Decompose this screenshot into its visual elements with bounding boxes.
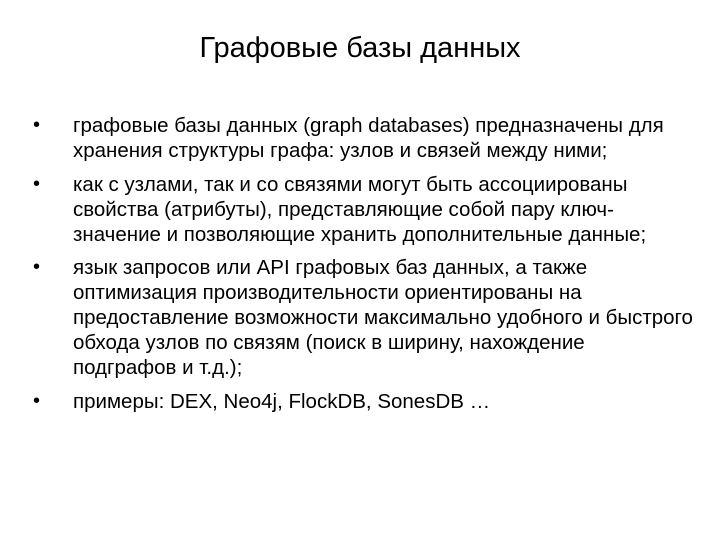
slide-title: Графовые базы данных xyxy=(199,32,521,64)
bullet-dot-icon: • xyxy=(33,389,41,412)
bullet-text-1: графовые базы данных (graph databases) предназначены для хранения структуры графа: узлов и связей между ними; xyxy=(73,114,664,162)
bullet-text-4: примеры: DEX, Neo4j, FlockDB, SonesDB … xyxy=(73,389,491,413)
bullet-text-3: язык запросов или API графовых баз данных, а также оптимизация производительности ориентированы на предоставление возможности максимально удобного и быстрого обхода узлов по связям (поиск в ширину, нахождение подграфов и т.д.); xyxy=(73,256,693,379)
bullet-dot-icon: • xyxy=(33,256,41,278)
bullet-item-3 xyxy=(33,255,693,380)
bullet-text-2: как с узлами, так и со связями могут быть ассоциированы свойства (атрибуты), представляющие собой пару ключ-значение и позволяющие хранить дополнительные данные; xyxy=(73,172,647,246)
bullet-list xyxy=(33,113,693,422)
bullet-item-1 xyxy=(33,113,693,163)
bullet-item-2 xyxy=(33,172,693,247)
bullet-dot-icon: • xyxy=(33,114,41,136)
bullet-dot-icon: • xyxy=(33,172,41,195)
bullet-item-4 xyxy=(33,389,693,414)
